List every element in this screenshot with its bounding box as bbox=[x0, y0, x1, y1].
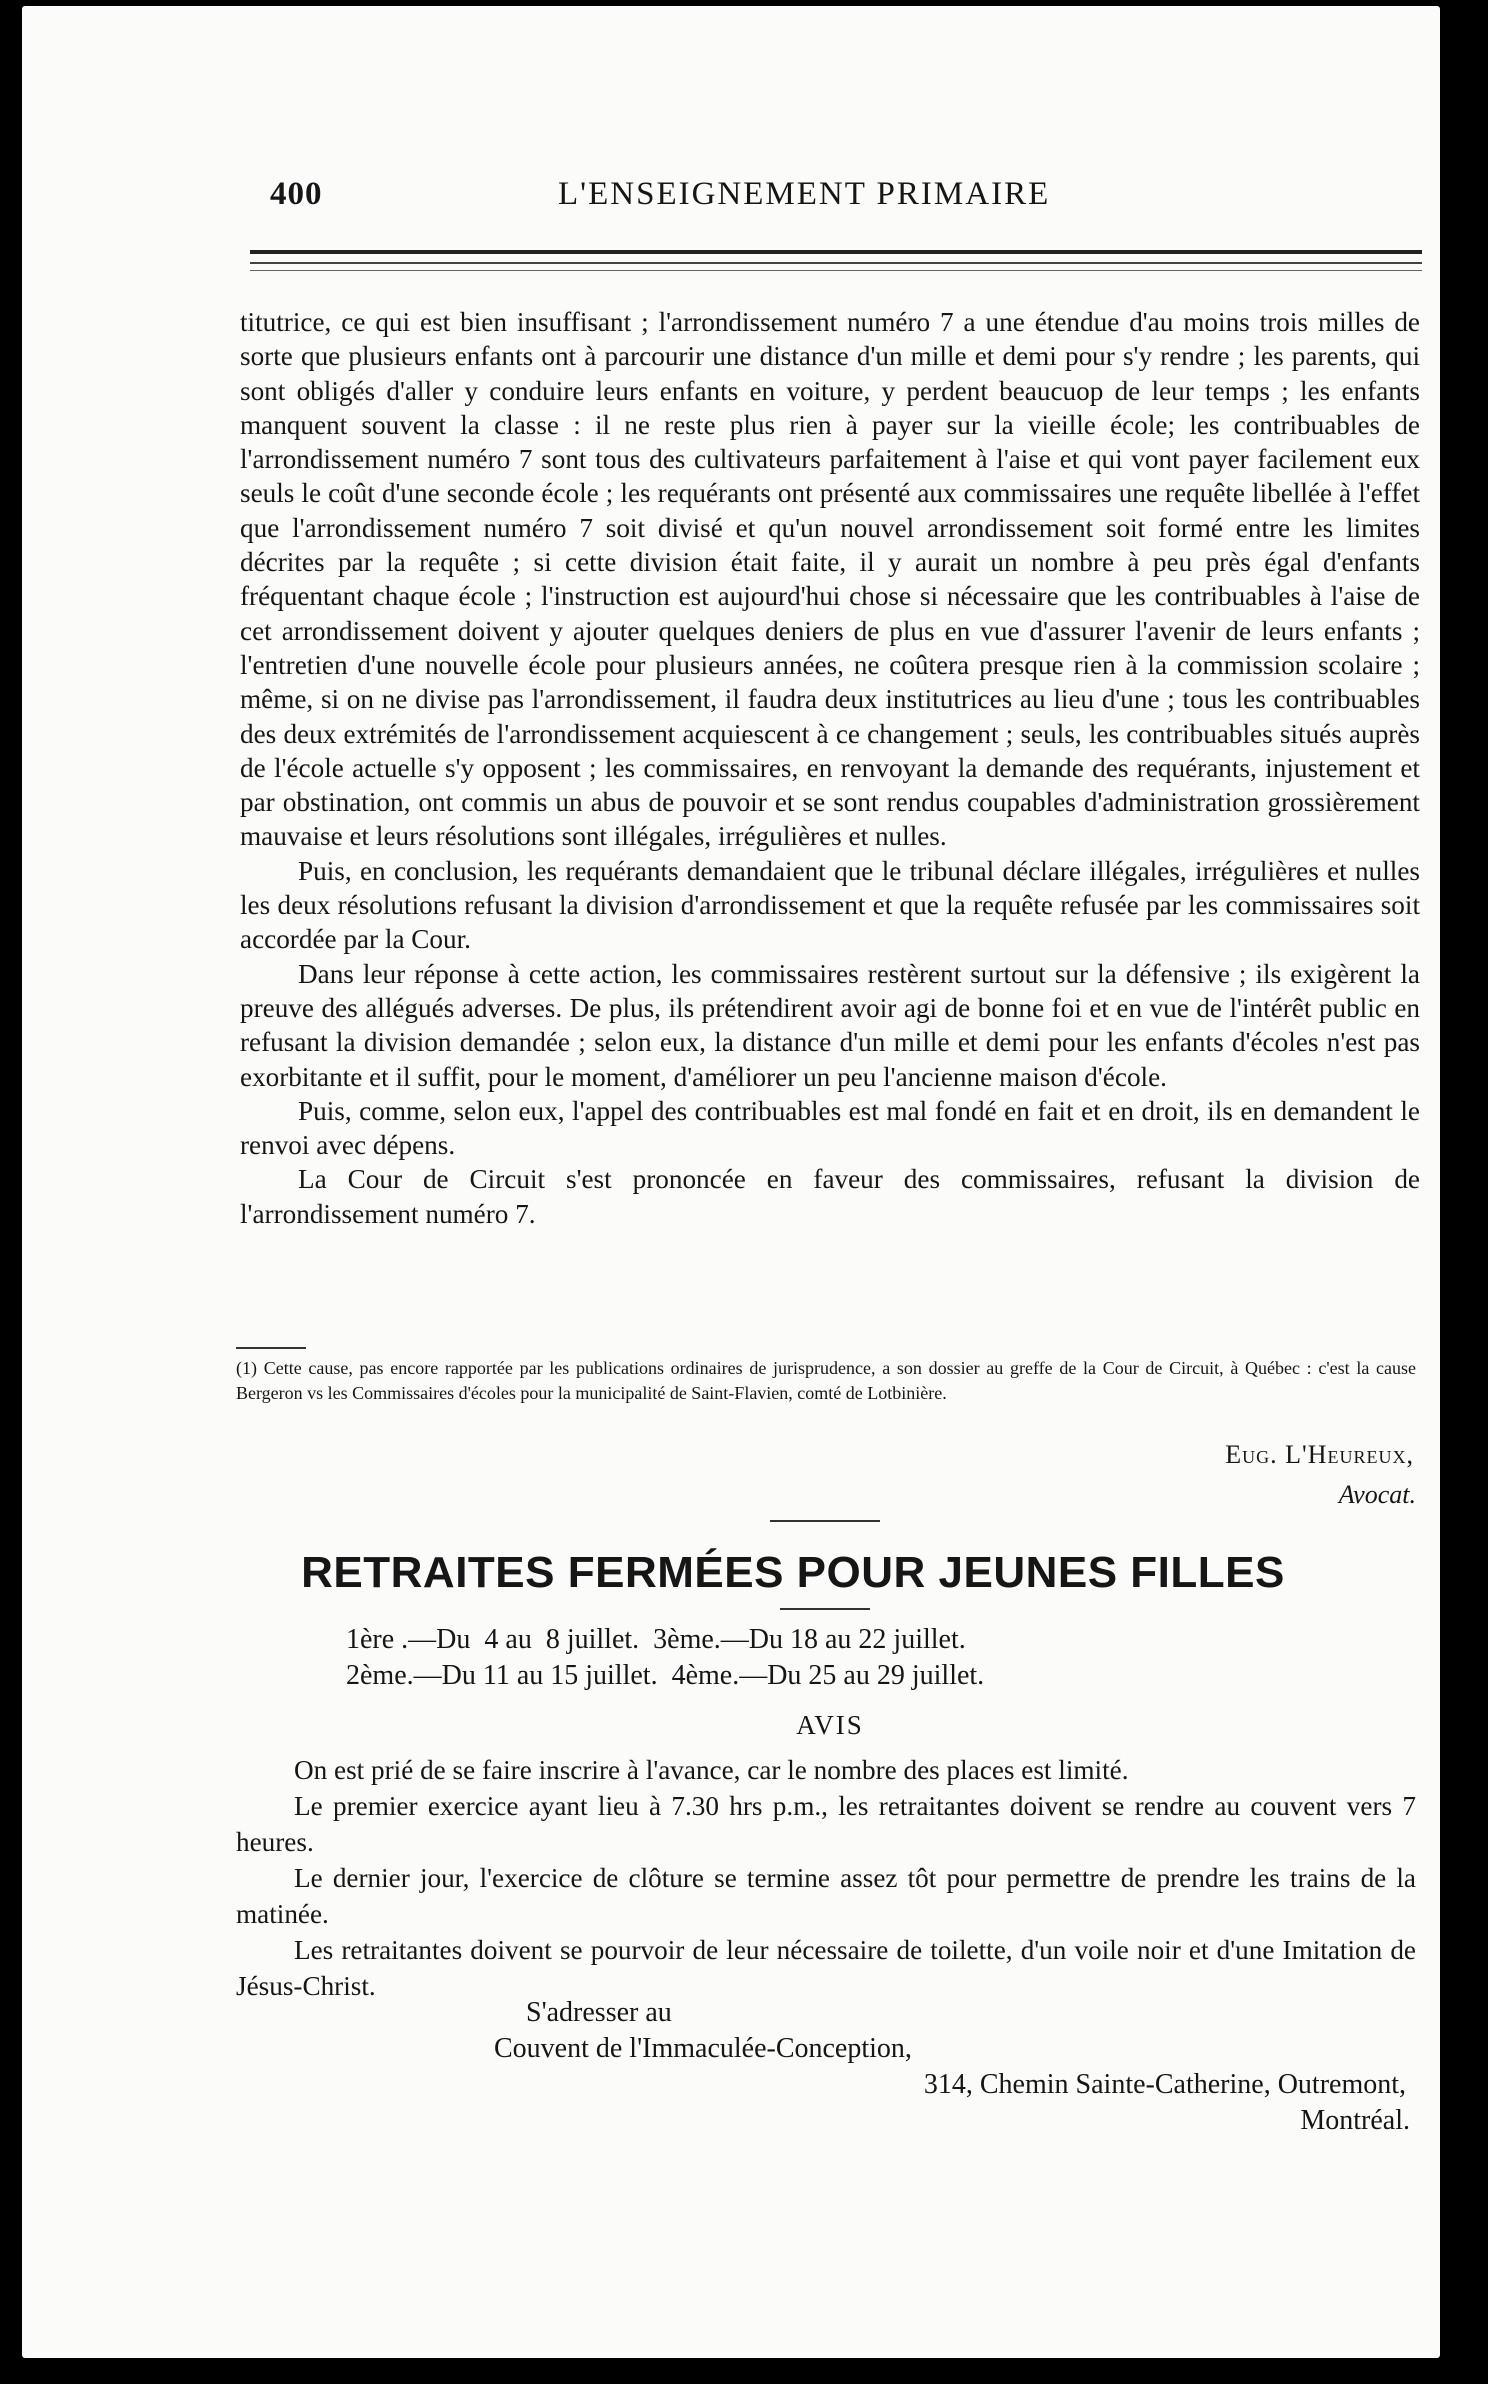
body-paragraph: Dans leur réponse à cette action, les commissaires restèrent surtout sur la défensive ; ils exigèrent la preuve des allégués adverses. De plus, ils prétendirent avoir agi de bonne foi et en vue de l'intérêt public en refusant la division demandée ; selon eux, la distance d'un mille et demi pour les enfants d'écoles n'est pas exorbitante et il suffit, pour le moment, d'améliorer un peu l'ancienne maison d'école. bbox=[240, 958, 1420, 1092]
avis-body bbox=[236, 1752, 1416, 2004]
body-paragraph: Puis, comme, selon eux, l'appel des contribuables est mal fondé en fait et en droit, ils en demandent le renvoi avec dépens. bbox=[240, 1095, 1420, 1161]
header-rule-thin bbox=[250, 262, 1422, 264]
signature-title: Avocat. bbox=[1338, 1480, 1416, 1509]
footnote-rule bbox=[236, 1347, 306, 1349]
signature bbox=[1225, 1435, 1414, 1515]
contact-address bbox=[236, 1995, 1416, 2139]
body-paragraph: titutrice, ce qui est bien insuffisant ; l'arrondissement numéro 7 a une étendue d'au moins trois milles de sorte que plusieurs enfants ont à parcourir une distance d'un mille et demi pour s'y rendre ; les parents, qui sont obligés d'aller y conduire leurs enfants en voiture, y perdent beaucuop de leur temps ; les enfants manquent souvent la classe : il ne reste plus rien à payer sur la vieille école; les contribuables de l'arrondissement numéro 7 sont tous des cultivateurs parfaitement à l'aise et qui vont payer facilement eux seuls le coût d'une seconde école ; les requérants ont présenté aux commissaires une requête libellée à l'effet que l'arrondissement numéro 7 soit divisé et qu'un nouvel arrondissement soit formé entre les limites décrites par la requête ; si cette division était faite, il y aurait un nombre à peu près égal d'enfants fréquentant chaque école ; l'instruction est aujourd'hui chose si nécessaire que les contribuables à l'aise de cet arrondissement doivent y ajouter quelques deniers de plus en vue d'assurer l'avenir de leurs enfants ; l'entretien d'une nouvelle école pour plusieurs années, ne coûtera presque rien à la commission scolaire ; même, si on ne divise pas l'arrondissement, il faudra deux institutrices au lieu d'une ; tous les contribuables des deux extrémités de l'arrondissement acquiescent à ce changement ; seuls, les contribuables situés auprès de l'école actuelle s'y opposent ; les commissaires, en renvoyant la demande des requérants, injustement et par obstination, ont commis un abus de pouvoir et se sont rendus coupables d'administration grossièrement mauvaise et leurs résolutions sont illégales, irrégulières et nulles. bbox=[240, 307, 1420, 852]
section-divider bbox=[770, 1520, 880, 1522]
avis-paragraph: Le premier exercice ayant lieu à 7.30 hrs p.m., les retraitantes doivent se rendre au couvent vers 7 heures. bbox=[236, 1791, 1416, 1857]
address-line: 314, Chemin Sainte-Catherine, Outremont, bbox=[923, 2069, 1406, 2100]
footnote: (1) Cette cause, pas encore rapportée par les publications ordinaires de jurisprudence, a son dossier au greffe de la Cour de Circuit, à Québec : c'est la cause Bergeron vs les Commissaires d'écoles pour la municipalité de Saint-Flavien, comté de Lotbinière. bbox=[236, 1358, 1416, 1403]
body-paragraph: Puis, en conclusion, les requérants demandaient que le tribunal déclare illégales, irrégulières et nulles les deux résolutions refusant la division d'arrondissement et que la requête refusée par les commissaires soit accordée par la Cour. bbox=[240, 855, 1420, 955]
page-number: 400 bbox=[270, 176, 323, 212]
address-line: Montréal. bbox=[1300, 2105, 1410, 2136]
section-title: RETRAITES FERMÉES POUR JEUNES FILLES bbox=[301, 1548, 1285, 1597]
running-header bbox=[270, 176, 1374, 226]
avis-paragraph: Les retraitantes doivent se pourvoir de leur nécessaire de toilette, d'un voile noir et d'une Imitation de Jésus-Christ. bbox=[236, 1935, 1416, 2001]
dates-row: 1ère .—Du 4 au 8 juillet. 3ème.—Du 18 au 22 juillet. bbox=[346, 1624, 966, 1655]
signature-name: Eug. L'Heureux, bbox=[1225, 1440, 1414, 1469]
header-rule-hairline bbox=[250, 270, 1422, 271]
body-paragraph: La Cour de Circuit s'est prononcée en faveur des commissaires, refusant la division de l'arrondissement numéro 7. bbox=[240, 1164, 1420, 1229]
address-line: Couvent de l'Immaculée-Conception, bbox=[494, 2033, 912, 2064]
address-line: S'adresser au bbox=[526, 1997, 672, 2028]
avis-paragraph: On est prié de se faire inscrire à l'avance, car le nombre des places est limité. bbox=[294, 1755, 1129, 1785]
dates-row: 2ème.—Du 11 au 15 juillet. 4ème.—Du 25 au 29 juillet. bbox=[346, 1660, 985, 1691]
avis-paragraph: Le dernier jour, l'exercice de clôture se termine assez tôt pour permettre de prendre les trains de la matinée. bbox=[236, 1863, 1416, 1929]
journal-title: L'ENSEIGNEMENT PRIMAIRE bbox=[558, 176, 1051, 212]
header-rule bbox=[250, 250, 1422, 254]
avis-heading: AVIS bbox=[796, 1710, 864, 1740]
retreat-dates bbox=[346, 1622, 984, 1694]
title-underline bbox=[780, 1608, 870, 1610]
article-body bbox=[240, 305, 1420, 1231]
